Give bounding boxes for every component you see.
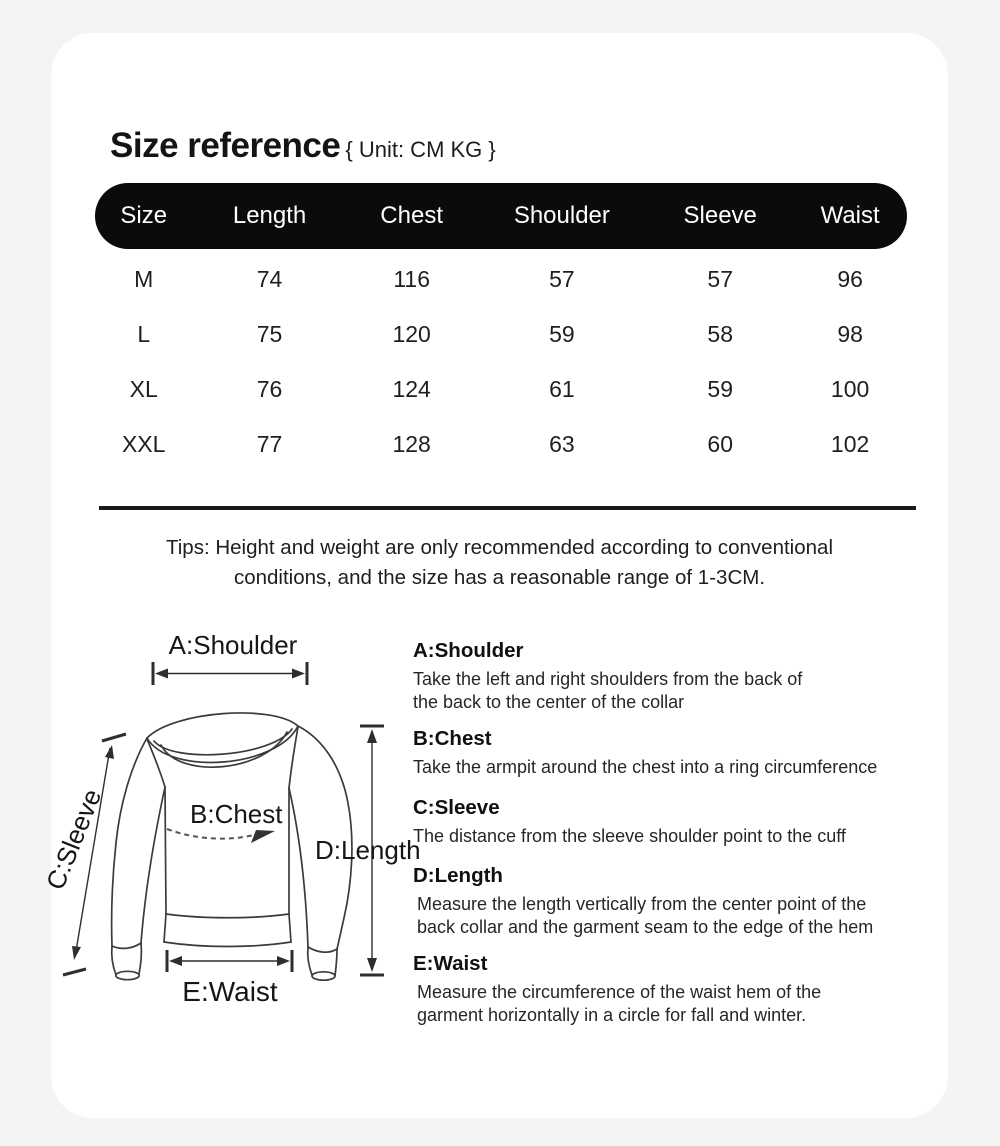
diagram-label-length: D:Length xyxy=(315,835,421,865)
size-cell: 77 xyxy=(256,431,283,457)
table-row xyxy=(95,417,907,472)
size-cell: 100 xyxy=(830,376,870,402)
measure-guide-line: The distance from the sleeve shoulder point to the cuff xyxy=(413,826,846,846)
size-cell: L xyxy=(137,321,151,347)
size-cell: 102 xyxy=(830,431,870,457)
measure-guide-title: D:Length xyxy=(413,864,503,887)
size-cell: 96 xyxy=(837,266,863,292)
size-cell: 98 xyxy=(837,321,863,347)
waist-measure-arrow xyxy=(167,950,292,972)
table-row xyxy=(95,307,907,362)
column-header-chest: Chest xyxy=(380,202,443,229)
size-cell: 116 xyxy=(393,266,430,292)
measure-guide-item-chest xyxy=(413,727,979,779)
size-cell: 57 xyxy=(549,266,575,292)
size-cell: 120 xyxy=(392,321,431,347)
size-cell: 124 xyxy=(392,376,431,402)
size-cell: 59 xyxy=(707,376,733,402)
size-cell: 63 xyxy=(549,431,575,457)
page-title: Size reference xyxy=(110,126,341,165)
measure-guide-item-shoulder xyxy=(413,639,979,714)
title-row xyxy=(110,126,496,166)
size-cell: XL xyxy=(129,376,158,402)
measure-guide-title: E:Waist xyxy=(413,952,488,975)
size-cell: 128 xyxy=(392,431,431,457)
measure-guide-line: Take the armpit around the chest into a ring circumference xyxy=(413,757,878,777)
size-cell: 75 xyxy=(256,321,283,347)
tips-text xyxy=(51,533,948,593)
measure-guide-item-length xyxy=(413,864,979,939)
measure-guide-line: garment horizontally in a circle for fall and winter. xyxy=(417,1005,807,1025)
shoulder-measure-arrow xyxy=(153,662,307,685)
tips-line: conditions, and the size has a reasonable range of 1-3CM. xyxy=(233,566,766,589)
tips-line: Tips: Height and weight are only recommended according to conventional xyxy=(165,536,833,559)
size-cell: XXL xyxy=(121,431,166,457)
table-row xyxy=(95,362,907,417)
measure-guide-line: Measure the length vertically from the center point of the xyxy=(417,894,867,914)
measure-guide-line: Measure the circumference of the waist hem of the xyxy=(417,982,822,1002)
size-cell: 59 xyxy=(549,321,575,347)
diagram-label-waist: E:Waist xyxy=(182,976,278,1007)
column-header-size: Size xyxy=(120,202,168,229)
chest-measure-arrow xyxy=(167,829,275,843)
size-guide-card xyxy=(39,33,948,1118)
size-cell: 61 xyxy=(549,376,575,402)
divider-line xyxy=(99,506,916,510)
diagram-label-shoulder: A:Shoulder xyxy=(168,630,298,660)
size-cell: 57 xyxy=(707,266,733,292)
measure-guide-title: A:Shoulder xyxy=(413,639,524,662)
size-cell: 58 xyxy=(707,321,733,347)
size-cell: 74 xyxy=(256,266,283,292)
measure-guide-item-sleeve xyxy=(413,796,979,848)
unit-label: { Unit: CM KG } xyxy=(345,137,496,162)
measure-guide-line: Take the left and right shoulders from the back of xyxy=(413,669,803,689)
column-header-length: Length xyxy=(232,202,307,229)
size-cell: 60 xyxy=(707,431,733,457)
column-header-shoulder: Shoulder xyxy=(513,202,610,229)
measure-guide-title: C:Sleeve xyxy=(413,796,500,819)
size-cell: M xyxy=(134,266,154,292)
measure-guide-line: the back to the center of the collar xyxy=(413,692,685,712)
measure-guide-line: back collar and the garment seam to the edge of the hem xyxy=(417,917,874,937)
table-row xyxy=(95,252,907,307)
measure-guide-title: B:Chest xyxy=(413,727,492,750)
diagram-label-sleeve: C:Sleeve xyxy=(39,784,108,894)
size-table-body xyxy=(95,252,907,472)
column-header-sleeve: Sleeve xyxy=(683,202,757,229)
diagram-label-chest: B:Chest xyxy=(190,799,283,829)
column-header-waist: Waist xyxy=(820,202,880,229)
size-cell: 76 xyxy=(256,376,283,402)
size-table-header xyxy=(95,183,907,249)
measure-guide-item-waist xyxy=(413,952,979,1027)
